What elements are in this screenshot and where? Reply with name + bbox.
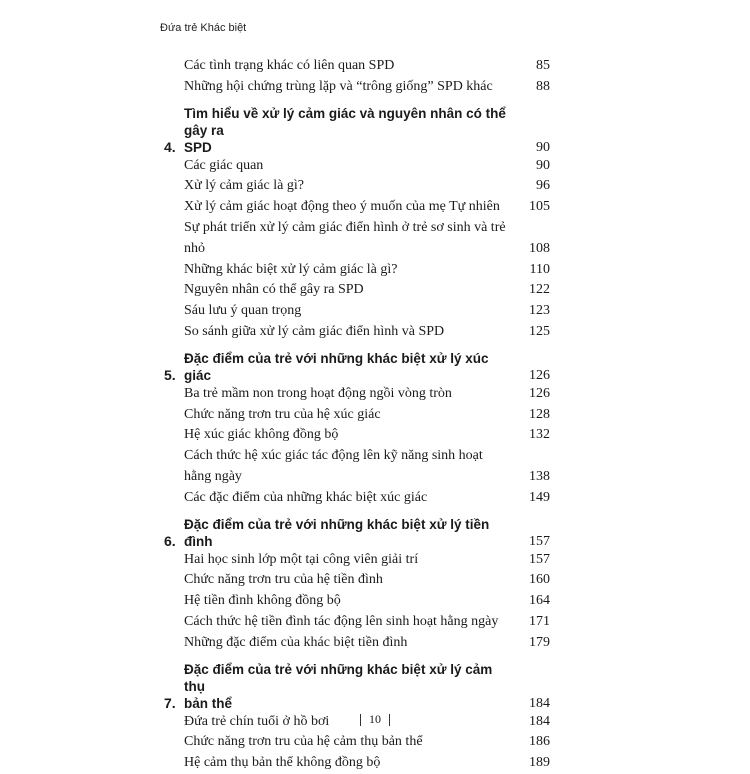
toc-page-number: 171 — [529, 613, 550, 629]
toc-section-entry — [164, 591, 550, 612]
toc-page-number: 149 — [529, 489, 550, 505]
title-line: Đặc điểm của trẻ với những khác biệt xử lý cảm thụ — [184, 661, 493, 694]
section-title: Xử lý cảm giác là gì? — [184, 178, 304, 194]
toc-section-entry — [164, 753, 550, 774]
chapter-number: 5. — [164, 366, 176, 383]
toc-section-entry — [164, 156, 550, 177]
toc-section-entry — [164, 633, 550, 654]
chapter-number: 4. — [164, 138, 176, 155]
footer-divider-left — [360, 714, 361, 726]
section-title: Các giác quan — [184, 157, 264, 173]
toc-page-number: 123 — [529, 303, 550, 319]
section-title: Những đặc điểm của khác biệt tiền đình — [184, 634, 408, 650]
title-line: SPD — [184, 139, 212, 155]
toc-page-number: 126 — [529, 385, 550, 401]
toc-page-number: 128 — [529, 406, 550, 422]
section-title: Hệ xúc giác không đồng bộ — [184, 427, 339, 443]
chapter-spacer — [164, 98, 550, 105]
toc-page-number: 184 — [529, 713, 550, 729]
toc-page-number: 184 — [529, 695, 550, 711]
chapter-number: 6. — [164, 532, 176, 549]
page-number: 10 — [369, 712, 381, 726]
toc-chapter-entry — [164, 105, 550, 156]
table-of-contents — [164, 56, 550, 774]
title-line: Đặc điểm của trẻ với những khác biệt xử lý xúc giác — [184, 350, 489, 383]
toc-page-number: 132 — [529, 427, 550, 443]
section-title — [164, 446, 510, 488]
toc-section-entry — [164, 570, 550, 591]
toc-section-entry — [164, 550, 550, 571]
title-line: hằng ngày — [184, 468, 242, 484]
toc-page-number: 125 — [529, 323, 550, 339]
toc-page-number: 108 — [529, 240, 550, 256]
section-title: Đứa trẻ chín tuổi ở hồ bơi — [184, 713, 330, 729]
toc-page-number: 88 — [536, 78, 550, 94]
section-title: Những hội chứng trùng lặp và “trông giống” SPD khác — [184, 78, 493, 94]
toc-section-entry — [164, 77, 550, 98]
toc-section-entry — [164, 176, 550, 197]
section-title: Sự phát triển xử lý cảm giác điển hình ở trẻ sơ sinh và trẻ nhỏ — [184, 219, 506, 256]
section-title: Các đặc điểm của những khác biệt xúc giác — [184, 489, 428, 505]
toc-page-number: 122 — [529, 282, 550, 298]
title-line: Cách thức hệ xúc giác tác động lên kỹ năng sinh hoạt — [184, 448, 483, 464]
toc-page-number: 110 — [529, 261, 550, 277]
chapter-title — [184, 661, 510, 712]
toc-section-entry — [164, 732, 550, 753]
chapter-title — [184, 350, 510, 384]
toc-page-number: 126 — [529, 367, 550, 383]
toc-page-number: 105 — [529, 199, 550, 215]
section-title: Các tình trạng khác có liên quan SPD — [184, 58, 395, 73]
toc-page-number: 96 — [536, 178, 550, 194]
toc-page-number: 179 — [529, 634, 550, 650]
title-line: Đặc điểm của trẻ với những khác biệt xử lý tiền đình — [184, 516, 490, 549]
section-title: So sánh giữa xử lý cảm giác điển hình và SPD — [184, 323, 445, 339]
toc-section-entry — [164, 488, 550, 509]
toc-page-number: 164 — [529, 593, 550, 609]
section-title: Cách thức hệ tiền đình tác động lên sinh hoạt hằng ngày — [184, 613, 499, 629]
toc-chapter-entry — [164, 661, 550, 712]
chapter-number: 7. — [164, 694, 176, 711]
toc-section-entry — [164, 425, 550, 446]
page-footer — [0, 712, 750, 727]
toc-section-entry — [164, 260, 550, 281]
chapter-spacer — [164, 343, 550, 350]
toc-page-number: 186 — [529, 734, 550, 750]
toc-page-number: 189 — [529, 755, 550, 771]
toc-section-entry — [164, 280, 550, 301]
title-line: bản thể — [184, 695, 233, 711]
section-title: Chức năng trơn tru của hệ cảm thụ bản thể — [184, 734, 423, 750]
section-title: Chức năng trơn tru của hệ tiền đình — [184, 572, 383, 588]
running-head-title: Đứa trẻ Khác biệt — [160, 22, 247, 34]
section-title: Ba trẻ mầm non trong hoạt động ngồi vòng tròn — [184, 385, 452, 401]
toc-page-number: 157 — [529, 533, 550, 549]
section-title: Chức năng trơn tru của hệ xúc giác — [184, 406, 381, 422]
chapter-title — [184, 105, 510, 156]
section-title: Những khác biệt xử lý cảm giác là gì? — [184, 261, 398, 277]
toc-page-number: 138 — [529, 468, 550, 484]
title-line: Tìm hiểu về xử lý cảm giác và nguyên nhân có thể gây ra — [184, 105, 506, 138]
section-title: Sáu lưu ý quan trọng — [184, 303, 302, 319]
section-title: Nguyên nhân có thể gây ra SPD — [184, 282, 364, 298]
toc-section-entry — [164, 218, 550, 260]
toc-section-entry — [164, 612, 550, 633]
toc-page-number: 90 — [536, 139, 550, 155]
section-title: Hệ tiền đình không đồng bộ — [184, 593, 341, 609]
section-title: Hệ cảm thụ bản thể không đồng bộ — [184, 755, 381, 771]
toc-chapter-entry — [164, 516, 550, 550]
toc-chapter-entry — [164, 350, 550, 384]
toc-section-entry — [164, 197, 550, 218]
section-title: Hai học sinh lớp một tại công viên giải trí — [184, 551, 419, 567]
chapter-title — [184, 516, 510, 550]
toc-page-number: 160 — [529, 572, 550, 588]
toc-section-entry — [164, 56, 550, 77]
section-title: Xử lý cảm giác hoạt động theo ý muốn của mẹ Tự nhiên — [184, 199, 500, 215]
toc-section-entry — [164, 384, 550, 405]
chapter-spacer — [164, 509, 550, 516]
toc-section-entry — [164, 322, 550, 343]
toc-page-number: 90 — [536, 157, 550, 173]
toc-section-entry — [164, 405, 550, 426]
toc-page-number: 157 — [529, 551, 550, 567]
chapter-spacer — [164, 654, 550, 661]
footer-divider-right — [389, 714, 390, 726]
toc-section-entry — [164, 301, 550, 322]
toc-page-number: 85 — [536, 58, 550, 73]
toc-section-entry — [164, 446, 550, 488]
